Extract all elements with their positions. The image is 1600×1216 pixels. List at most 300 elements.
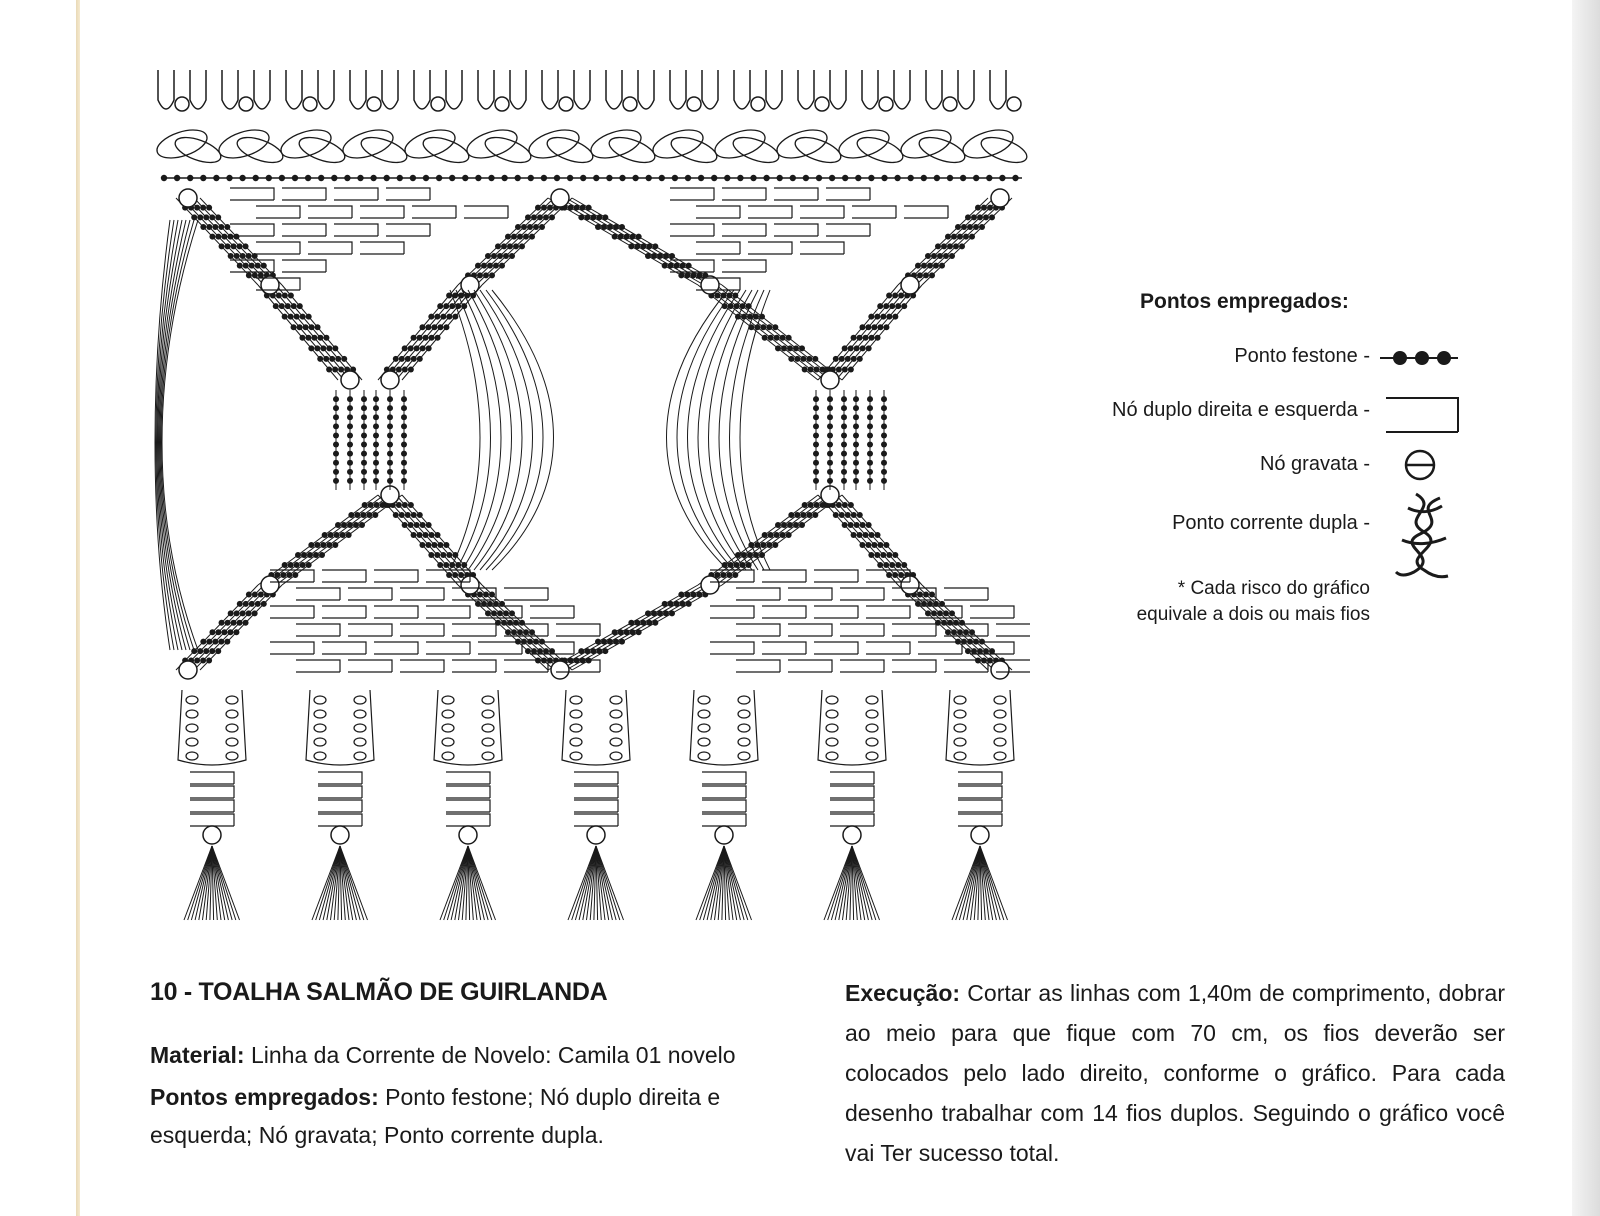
chain-link — [570, 710, 582, 718]
festone-dot — [793, 522, 799, 528]
festone-dot — [883, 562, 889, 568]
festone-dot — [203, 648, 209, 654]
festone-dot — [261, 263, 267, 269]
chain-link — [226, 738, 238, 746]
festone-dot — [781, 522, 787, 528]
festone-dot — [541, 175, 547, 181]
festone-dot — [898, 293, 904, 299]
festone-dot — [347, 460, 353, 466]
festone-line — [698, 285, 818, 380]
festone-dot — [881, 396, 887, 402]
tassel-frame — [818, 690, 886, 765]
festone-dot — [881, 460, 887, 466]
double-knot — [830, 814, 874, 826]
festone-dot — [827, 414, 833, 420]
top-loop — [382, 70, 398, 109]
festone-dot — [541, 205, 547, 211]
chain-link — [354, 752, 366, 760]
chain-link — [482, 738, 494, 746]
double-knot — [374, 642, 418, 654]
festone-dot — [766, 324, 772, 330]
double-knot — [830, 786, 874, 798]
festone-dot — [750, 175, 756, 181]
double-knot — [574, 814, 618, 826]
festone-dot — [299, 335, 305, 341]
festone-dot — [836, 366, 842, 372]
festone-dot — [332, 345, 338, 351]
festone-dot — [333, 405, 339, 411]
festone-dot — [373, 405, 379, 411]
festone-dot — [529, 629, 535, 635]
festone-dot — [252, 591, 258, 597]
top-loop — [734, 70, 750, 109]
festone-dot — [384, 175, 390, 181]
tassel-thread — [724, 846, 748, 920]
festone-line — [188, 585, 270, 670]
festone-dot — [501, 620, 507, 626]
tassel-thread — [852, 846, 876, 920]
double-knot — [958, 786, 1002, 798]
festone-dot — [937, 253, 943, 259]
festone-dot — [228, 253, 234, 259]
festone-dot — [886, 293, 892, 299]
double-knot — [256, 206, 300, 218]
chain-link — [186, 738, 198, 746]
top-loop — [798, 70, 814, 109]
festone-dot — [233, 234, 239, 240]
legend-note-line-2: equivale a dois ou mais fios — [1136, 604, 1370, 625]
festone-dot — [360, 512, 366, 518]
top-loop — [350, 70, 366, 109]
festone-dot — [224, 224, 230, 230]
top-loop — [190, 70, 206, 109]
festone-dot — [895, 303, 901, 309]
festone-dot — [333, 442, 339, 448]
chain-link — [738, 738, 750, 746]
chain-link — [738, 696, 750, 704]
festone-dot — [774, 335, 780, 341]
double-knot — [426, 606, 470, 618]
execution-section — [845, 973, 1505, 1173]
loop-twist — [340, 125, 397, 164]
loop-twist — [588, 125, 645, 164]
festone-dot — [408, 345, 414, 351]
festone-dot — [549, 648, 555, 654]
festone-dot — [249, 601, 255, 607]
festone-dot — [724, 175, 730, 181]
festone-dot — [827, 432, 833, 438]
festone-dot — [951, 234, 957, 240]
festone-dot — [408, 366, 414, 372]
festone-dot — [320, 542, 326, 548]
festone-line — [836, 495, 916, 585]
festone-dot — [396, 366, 402, 372]
festone-dot — [315, 324, 321, 330]
chain-link — [570, 724, 582, 732]
festone-dot — [959, 243, 965, 249]
festone-dot — [877, 542, 883, 548]
festone-dot — [507, 620, 513, 626]
festone-dot — [714, 293, 720, 299]
double-knot — [892, 624, 936, 636]
top-loop — [574, 70, 590, 109]
festone-dot — [917, 591, 923, 597]
festone-dot — [945, 629, 951, 635]
festone-dot — [827, 460, 833, 466]
festone-dot — [347, 396, 353, 402]
material-label: Material: — [150, 1042, 245, 1068]
tassel-thread — [828, 846, 852, 920]
festone-dot — [866, 522, 872, 528]
festone-dot — [841, 478, 847, 484]
festone-dot — [842, 522, 848, 528]
festone-dot — [347, 522, 353, 528]
festone-dot — [951, 629, 957, 635]
double-knot — [230, 188, 274, 200]
legend-label-double-chain: Ponto corrente dupla - — [1172, 512, 1370, 534]
festone-dot — [246, 253, 252, 259]
festone-dot — [867, 478, 873, 484]
top-loop — [542, 70, 558, 109]
festone-dot — [402, 522, 408, 528]
execution-label: Execução: — [845, 980, 961, 1006]
double-knot — [702, 800, 746, 812]
double-knot — [736, 660, 780, 672]
top-loop — [254, 70, 270, 109]
loop-twist — [526, 125, 583, 164]
festone-dot — [836, 502, 842, 508]
festone-dot — [813, 442, 819, 448]
festone-dot — [977, 214, 983, 220]
chain-link — [826, 724, 838, 732]
festone-dot — [781, 345, 787, 351]
chain-link — [482, 724, 494, 732]
festone-dot — [965, 214, 971, 220]
festone-dot — [953, 243, 959, 249]
festone-dot — [808, 366, 814, 372]
festone-line — [264, 285, 344, 380]
festone-dot — [402, 366, 408, 372]
festone-dot — [328, 532, 334, 538]
double-knot-icon — [1380, 392, 1464, 436]
festone-line — [384, 495, 464, 585]
festone-dot — [341, 522, 347, 528]
festone-dot — [446, 572, 452, 578]
festone-dot — [775, 522, 781, 528]
festone-dot — [266, 175, 272, 181]
festone-line — [572, 585, 722, 670]
festone-dot — [929, 591, 935, 597]
festone-dot — [786, 335, 792, 341]
festone-line — [176, 585, 258, 670]
festone-dot — [373, 432, 379, 438]
festone-dot — [848, 345, 854, 351]
festone-dot — [218, 224, 224, 230]
festone-dot — [901, 303, 907, 309]
festone-dot — [813, 414, 819, 420]
festone-dot — [967, 224, 973, 230]
festone-line — [402, 285, 482, 380]
loop-twist — [278, 125, 335, 164]
festone-dot — [431, 324, 437, 330]
festone-dot — [414, 345, 420, 351]
double-knot — [334, 188, 378, 200]
festone-dot — [790, 175, 796, 181]
festone-dot — [305, 335, 311, 341]
festone-dot — [787, 345, 793, 351]
festone-dot — [892, 293, 898, 299]
festone-dot — [333, 451, 339, 457]
festone-dot — [977, 648, 983, 654]
festone-dot — [941, 620, 947, 626]
strand — [688, 290, 741, 570]
festone-dot — [880, 552, 886, 558]
festone-dot — [983, 214, 989, 220]
festone-dot — [243, 620, 249, 626]
festone-dot — [880, 314, 886, 320]
double-knot — [190, 786, 234, 798]
chain-link — [698, 696, 710, 704]
tie-knot — [179, 661, 197, 679]
chain-link — [610, 710, 622, 718]
tie-knot — [459, 826, 477, 844]
double-knot — [958, 814, 1002, 826]
festone-dot — [957, 234, 963, 240]
chain-link — [186, 696, 198, 704]
festone-line — [270, 285, 350, 380]
festone-dot — [429, 532, 435, 538]
festone-dot — [258, 591, 264, 597]
festone-dot — [362, 502, 368, 508]
chain-link — [866, 738, 878, 746]
festone-dot — [373, 451, 379, 457]
festone-dot — [237, 243, 243, 249]
festone-dot — [892, 314, 898, 320]
festone-dot — [401, 396, 407, 402]
chain-link — [354, 724, 366, 732]
festone-dot — [775, 345, 781, 351]
festone-dot — [925, 253, 931, 259]
double-knot — [504, 588, 548, 600]
festone-dot — [973, 175, 979, 181]
festone-dot — [396, 502, 402, 508]
double-knot — [762, 606, 806, 618]
festone-dot — [841, 469, 847, 475]
festone-dot — [969, 234, 975, 240]
festone-dot — [760, 324, 766, 330]
festone-dot — [333, 460, 339, 466]
festone-dot — [813, 423, 819, 429]
tie-knot — [687, 97, 701, 111]
festone-dot — [361, 460, 367, 466]
festone-dot — [329, 356, 335, 362]
festone-line — [396, 495, 476, 585]
festone-dot — [361, 451, 367, 457]
festone-dot — [237, 620, 243, 626]
festone-dot — [793, 345, 799, 351]
festone-dot — [282, 562, 288, 568]
double-knot — [386, 188, 430, 200]
festone-dot — [786, 532, 792, 538]
top-loop — [606, 70, 622, 109]
festone-dot — [925, 610, 931, 616]
festone-dot — [347, 451, 353, 457]
festone-dot — [218, 639, 224, 645]
double-knot — [296, 588, 340, 600]
tassel-thread — [700, 846, 724, 920]
festone-dot — [477, 591, 483, 597]
festone-dot — [959, 620, 965, 626]
festone-dot — [503, 610, 509, 616]
double-knot — [426, 642, 470, 654]
festone-dot — [359, 522, 365, 528]
festone-dot — [226, 175, 232, 181]
festone-line — [458, 198, 548, 285]
festone-line — [390, 285, 470, 380]
festone-dot — [219, 243, 225, 249]
double-knot — [892, 660, 936, 672]
festone-dot — [423, 532, 429, 538]
festone-line — [384, 285, 464, 380]
tie-knot — [175, 97, 189, 111]
tie-knot — [991, 189, 1009, 207]
festone-dot — [387, 396, 393, 402]
festone-line — [722, 495, 842, 585]
festone-dot — [867, 414, 873, 420]
festone-dot — [219, 620, 225, 626]
festone-dot — [535, 205, 541, 211]
festone-dot — [881, 451, 887, 457]
festone-dot — [659, 175, 665, 181]
festone-dot — [347, 478, 353, 484]
festone-dot — [937, 610, 943, 616]
festone-dot — [243, 601, 249, 607]
festone-dot — [194, 658, 200, 664]
festone-line — [476, 585, 566, 670]
tassel-thread — [956, 846, 980, 920]
festone-dot — [224, 639, 230, 645]
festone-line — [258, 285, 338, 380]
strand — [677, 290, 734, 570]
festone-dot — [295, 552, 301, 558]
festone-dot — [446, 552, 452, 558]
festone-dot — [431, 542, 437, 548]
festone-dot — [857, 512, 863, 518]
festone-line — [824, 285, 904, 380]
festone-dot — [543, 648, 549, 654]
tassel-thread — [852, 846, 865, 920]
festone-dot — [947, 243, 953, 249]
double-knot — [452, 660, 496, 672]
festone-dot — [908, 175, 914, 181]
chain-link — [442, 696, 454, 704]
festone-dot — [787, 522, 793, 528]
festone-line — [710, 495, 830, 585]
festone-dot — [517, 234, 523, 240]
festone-dot — [373, 396, 379, 402]
double-knot — [318, 814, 362, 826]
double-knot — [282, 224, 326, 236]
festone-dot — [206, 224, 212, 230]
loop-twist — [898, 125, 955, 164]
festone-dot — [865, 324, 871, 330]
festone-dot — [411, 356, 417, 362]
chain-link — [354, 738, 366, 746]
festone-dot — [239, 175, 245, 181]
festone-stitch-icon — [1380, 346, 1460, 370]
festone-dot — [323, 335, 329, 341]
festone-dot — [935, 243, 941, 249]
festone-dot — [833, 512, 839, 518]
festone-dot — [646, 175, 652, 181]
materials-section — [150, 1036, 810, 1158]
festone-dot — [788, 512, 794, 518]
festone-dot — [949, 610, 955, 616]
festone-dot — [842, 366, 848, 372]
tie-knot — [701, 276, 719, 294]
festone-dot — [387, 478, 393, 484]
festone-line — [898, 198, 988, 285]
double-knot — [788, 624, 832, 636]
festone-dot — [901, 562, 907, 568]
festone-dot — [867, 405, 873, 411]
festone-dot — [971, 648, 977, 654]
festone-dot — [813, 451, 819, 457]
double-knot — [308, 242, 352, 254]
double-knot — [574, 800, 618, 812]
festone-dot — [853, 451, 859, 457]
festone-line — [716, 495, 836, 585]
festone-dot — [841, 396, 847, 402]
festone-dot — [425, 542, 431, 548]
festone-dot — [344, 175, 350, 181]
festone-dot — [234, 610, 240, 616]
festone-line — [276, 285, 356, 380]
double-knot — [840, 660, 884, 672]
festone-dot — [401, 460, 407, 466]
festone-dot — [720, 572, 726, 578]
festone-dot — [303, 324, 309, 330]
festone-dot — [292, 175, 298, 181]
festone-dot — [313, 552, 319, 558]
top-loop — [638, 70, 654, 109]
festone-dot — [401, 469, 407, 475]
double-knot — [296, 660, 340, 672]
festone-dot — [233, 629, 239, 635]
festone-dot — [636, 234, 642, 240]
loop-twist — [650, 125, 707, 164]
festone-dot — [971, 214, 977, 220]
festone-dot — [423, 335, 429, 341]
chain-link — [186, 752, 198, 760]
festone-dot — [338, 366, 344, 372]
festone-dot — [319, 552, 325, 558]
double-knot — [814, 570, 858, 582]
tassel-thread — [980, 846, 993, 920]
festone-dot — [209, 648, 215, 654]
festone-dot — [240, 253, 246, 259]
festone-dot — [812, 512, 818, 518]
double-knot — [748, 242, 792, 254]
festone-dot — [434, 552, 440, 558]
double-knot — [348, 660, 392, 672]
festone-dot — [921, 175, 927, 181]
chain-link — [826, 696, 838, 704]
double-knot — [702, 772, 746, 784]
festone-dot — [737, 175, 743, 181]
tie-knot-icon — [1380, 445, 1464, 485]
festone-dot — [347, 442, 353, 448]
